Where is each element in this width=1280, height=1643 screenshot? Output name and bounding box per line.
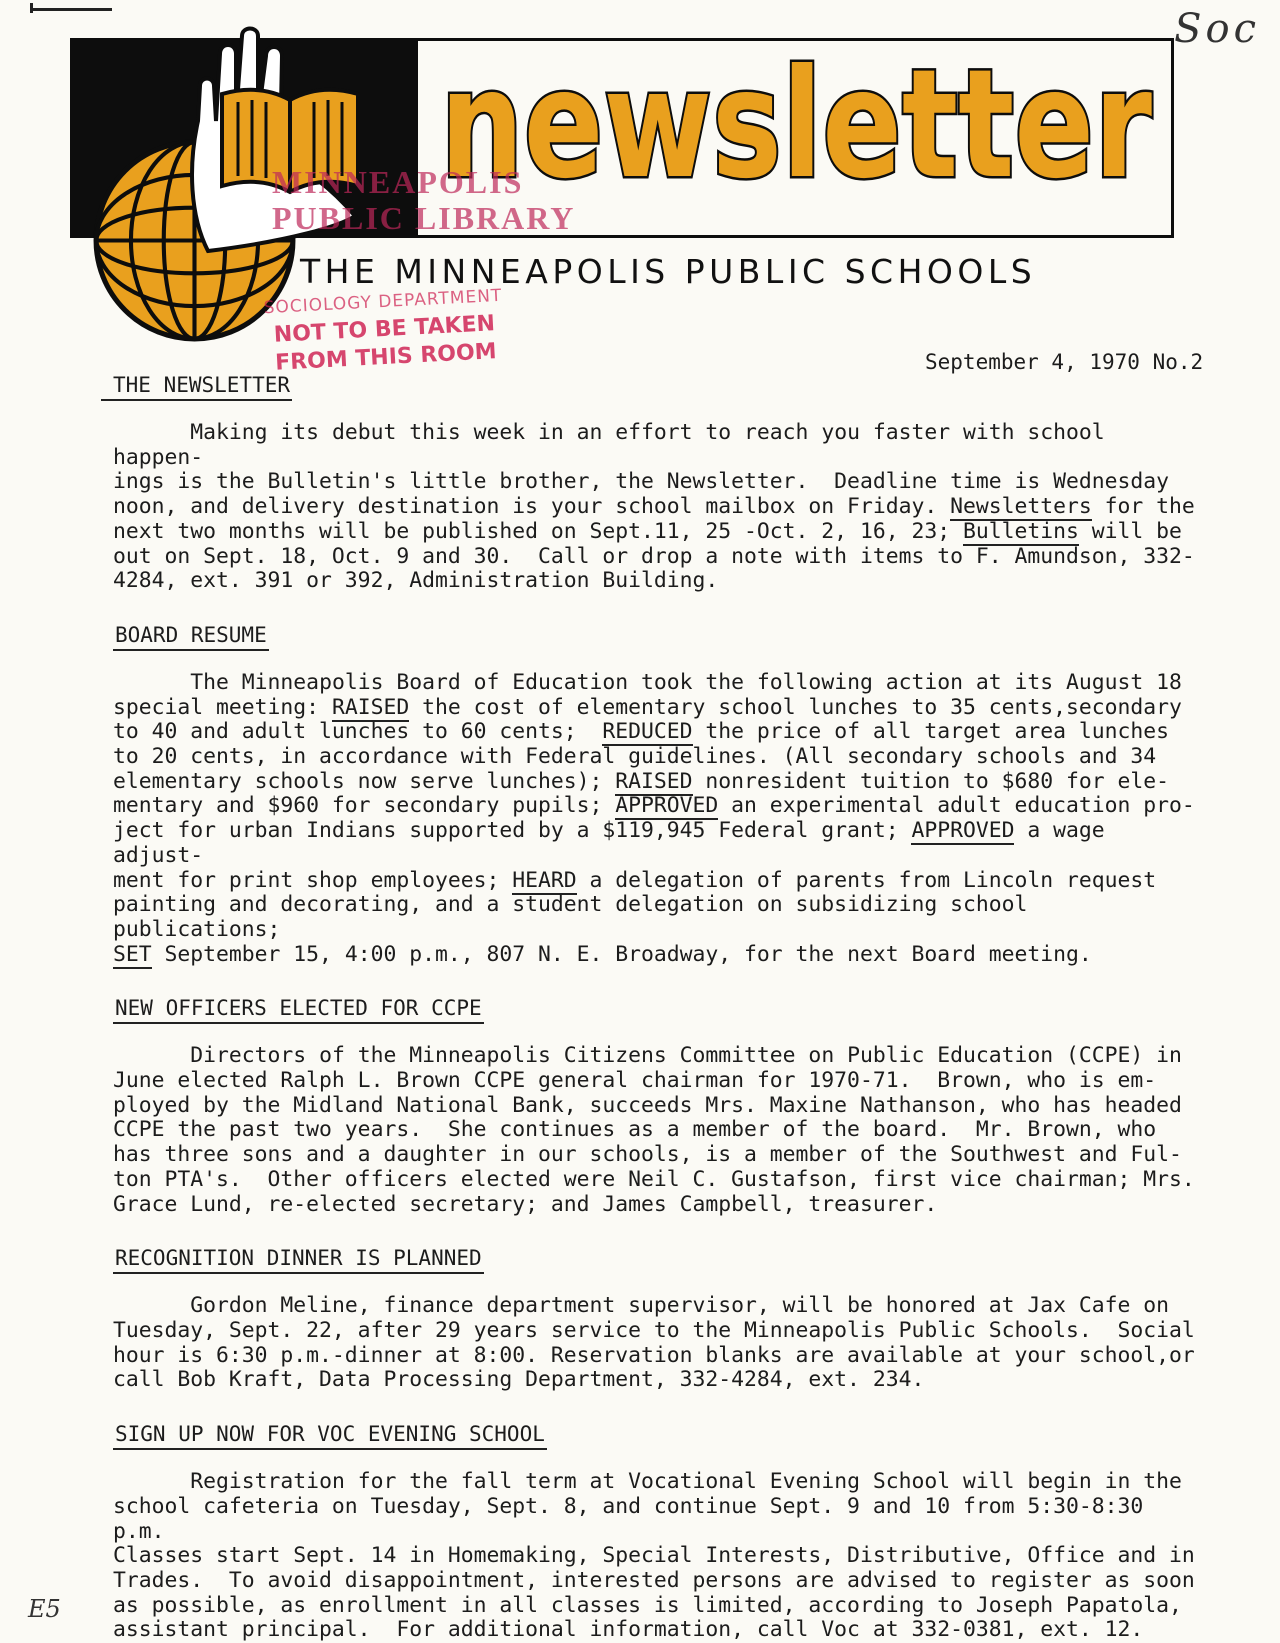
article-heading: SIGN UP NOW FOR VOC EVENING SCHOOL xyxy=(113,1421,547,1450)
article-text xyxy=(113,671,1203,967)
text-run: an experimental adult education pro- ject for urban Indians supported by a $119,945 Federal grant; xyxy=(113,793,1195,844)
stamp-line-2: NOT TO BE TAKEN xyxy=(273,311,496,348)
underlined-keyword: RAISED xyxy=(615,768,693,794)
article-text xyxy=(113,1294,1203,1393)
text-run: nonresident tuition to $680 for ele- mentary and $960 for secondary pupils; xyxy=(113,768,1170,819)
text-run: the cost of elementary school lunches to 35 cents,secondary to 40 and adult lunches to 60 cents; xyxy=(113,694,1182,745)
underlined-keyword: HEARD xyxy=(512,867,577,893)
text-run: will be out on Sept. 18, Oct. 9 and 30. Call or drop a note with items to F. Amundson, 332- 4284, ext. 391 or 392, Administration Building. xyxy=(113,518,1195,594)
newsletter-title: newsletter xyxy=(440,58,1153,212)
article-ccpe-officers xyxy=(113,995,1203,1217)
underlined-keyword: RAISED xyxy=(331,694,410,720)
text-run: Making its debut this week in an effort to reach you faster with school happen- ings is the Bulletin's little brother, the Newsletter. Deadline time is Wednesday noon, and delivery destination is your school mailbox on Friday. xyxy=(113,420,1170,520)
article-text xyxy=(113,421,1203,594)
text-run: a wage adjust- ment for print shop employees; xyxy=(113,818,1105,893)
article-text xyxy=(113,1044,1203,1217)
stamp-department: SOCIOLOGY DEPARTMENT xyxy=(263,285,503,319)
article-heading: THE NEWSLETTER xyxy=(101,372,292,401)
underlined-keyword: REDUCED xyxy=(602,719,693,745)
text-run: Registration for the fall term at Vocational Evening School will begin in the school cafeteria on Tuesday, Sept. 8, and continue Sept. 9 and 10 from 5:30-8:30 p.m. Classes start Sept. 14 in Homemaking, Special Interests, Distributive, Office and in Trades. To avoid disappointment, interested persons are advised to register as soon as possible, as enrollment in all classes is limited, according to Joseph Papatola, assistant principal. For additional information, call Voc at 332-0381, ext. 12. xyxy=(113,1469,1195,1643)
article-heading: BOARD RESUME xyxy=(113,622,269,651)
underlined-keyword: SET xyxy=(113,941,152,967)
text-run: September 15, 4:00 p.m., 807 N. E. Broadway, for the next Board meeting. xyxy=(151,941,1092,967)
article-heading: NEW OFFICERS ELECTED FOR CCPE xyxy=(113,995,484,1024)
underlined-keyword: Bulletins xyxy=(962,518,1079,544)
issue-date: September 4, 1970 No.2 xyxy=(925,350,1204,374)
underlined-keyword: APPROVED xyxy=(911,818,1015,844)
not-to-be-taken-stamp xyxy=(263,282,506,378)
corner-mark xyxy=(30,8,112,11)
article-voc-evening-school xyxy=(113,1421,1203,1643)
newsletter-body xyxy=(113,372,1203,1643)
footer-handwritten-mark: E5 xyxy=(28,1595,61,1623)
underlined-keyword: Newsletters xyxy=(950,494,1092,520)
text-run: a delegation of parents from Lincoln request painting and decorating, and a student delegation on subsidizing school publications; xyxy=(113,867,1157,942)
underlined-keyword: APPROVED xyxy=(615,793,719,819)
text-run: Directors of the Minneapolis Citizens Committee on Public Education (CCPE) in June elected Ralph L. Brown CCPE general chairman for 1970-71. Brown, who is em- ployed by the Midland National Bank, succeeds Mrs. Maxine Nathanson, who has headed CCPE the past two years. She continues as a member of the board. Mr. Brown, who has three sons and a daughter in our schools, is a member of the Southwest and Ful- ton PTA's. Other officers elected were Neil C. Gustafson, first vice chairman; Mrs. Grace Lund, re-elected secretary; and James Campbell, treasurer. xyxy=(113,1043,1195,1217)
article-heading: RECOGNITION DINNER IS PLANNED xyxy=(113,1245,484,1274)
article-board-resume xyxy=(113,622,1203,967)
organization-name: THE MINNEAPOLIS PUBLIC SCHOOLS xyxy=(300,252,1037,291)
library-stamp-line-1: MINNEAPOLIS xyxy=(272,164,524,200)
text-run: Gordon Meline, finance department supervisor, will be honored at Jax Cafe on Tuesday, Sept. 22, after 29 years service to the Minneapolis Public Schools. Social hour is 6:30 p.m.-dinner at 8:00. Reservation blanks are available at your school,or call Bob Kraft, Data Processing Department, 332-4284, ext. 234. xyxy=(113,1293,1195,1393)
stamp-line-3: FROM THIS ROOM xyxy=(274,339,498,376)
text-run: The Minneapolis Board of Education took the following action at its August 18 special meeting: xyxy=(113,669,1182,720)
article-recognition-dinner xyxy=(113,1245,1203,1393)
library-stamp-line-2: PUBLIC LIBRARY xyxy=(272,200,576,236)
text-run: the price of all target area lunches to 20 cents, in accordance with Federal guidelines. (All secondary schools and 34 elementary schools now serve lunches); xyxy=(113,719,1170,794)
text-run: for the next two months will be published on Sept.11, 25 -Oct. 2, 16, 23; xyxy=(113,494,1195,544)
article-the-newsletter xyxy=(113,372,1203,594)
handwritten-tag: Soc xyxy=(1174,6,1260,52)
article-text xyxy=(113,1470,1203,1643)
library-stamp xyxy=(272,164,575,236)
